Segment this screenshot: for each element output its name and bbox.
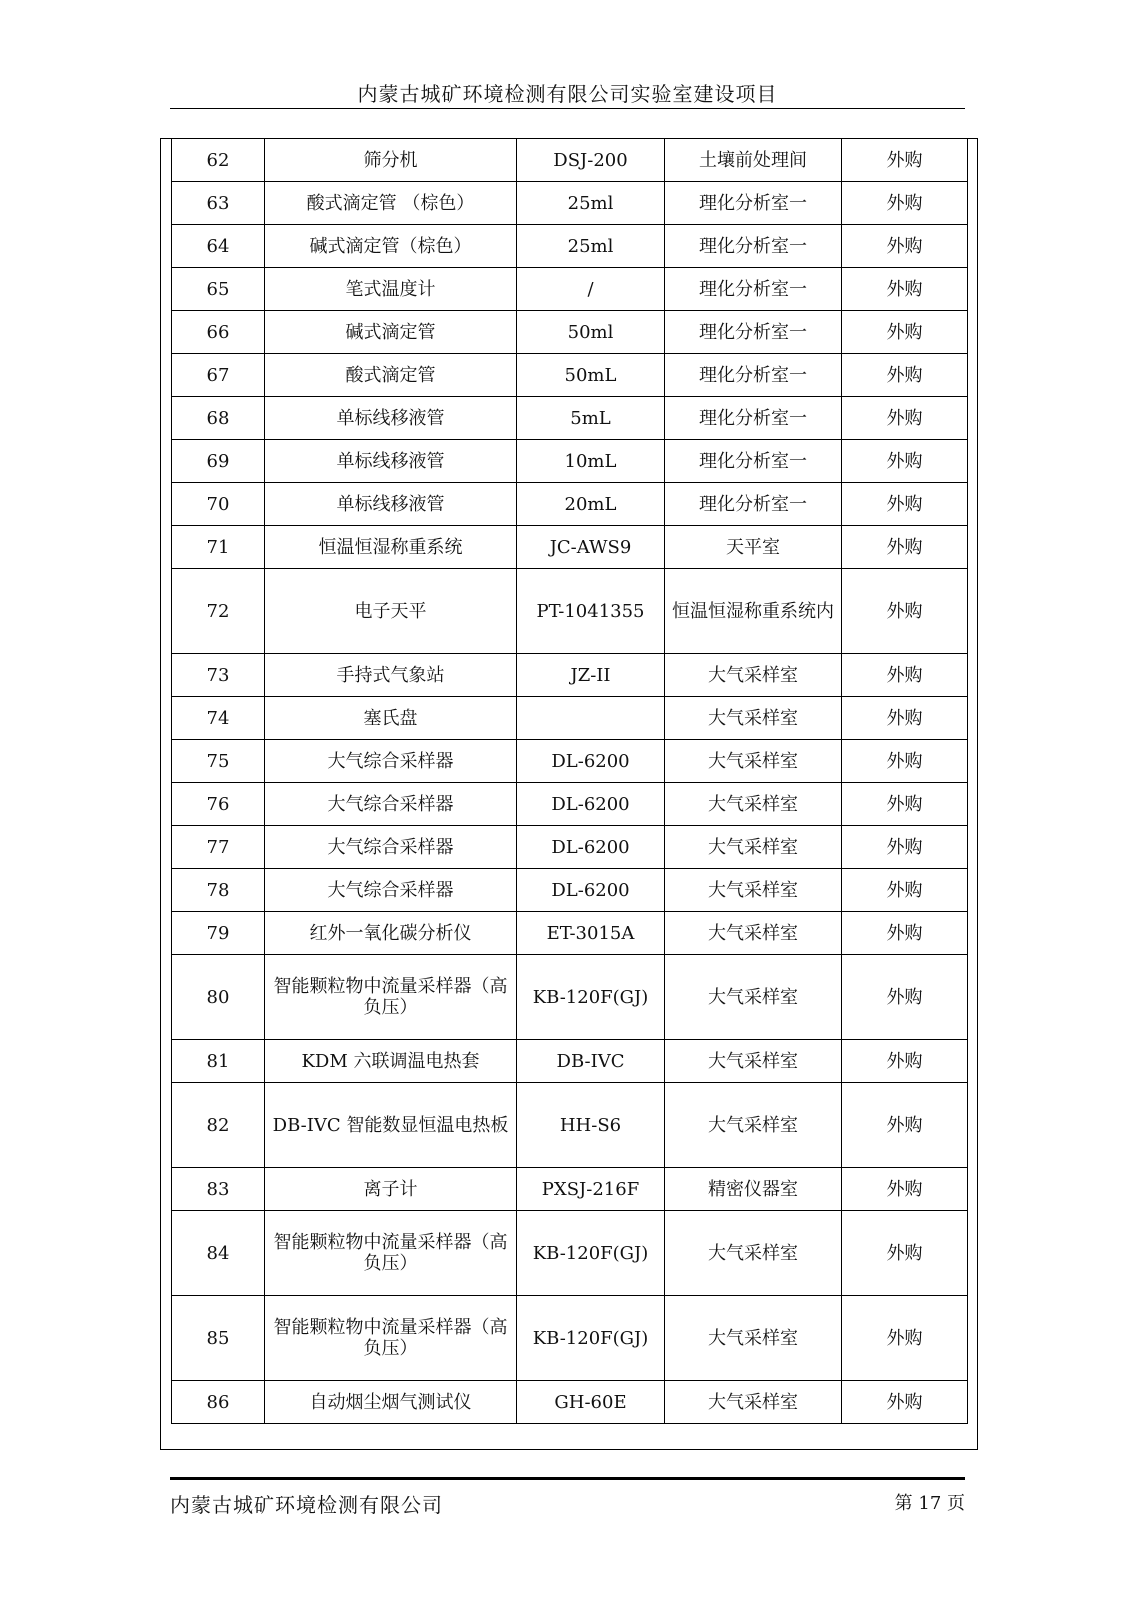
table-row (172, 1211, 968, 1296)
cell-location: 理化分析室一 (665, 440, 842, 483)
equipment-table-body (172, 139, 968, 1424)
cell-equipment-name: 智能颗粒物中流量采样器（高负压） (265, 955, 517, 1040)
cell-equipment-name: 离子计 (265, 1168, 517, 1211)
cell-source: 外购 (842, 440, 968, 483)
cell-location: 土壤前处理间 (665, 139, 842, 182)
table-row (172, 483, 968, 526)
cell-location: 大气采样室 (665, 1296, 842, 1381)
cell-model: DL-6200 (517, 869, 665, 912)
table-row (172, 654, 968, 697)
cell-location: 大气采样室 (665, 1040, 842, 1083)
cell-source: 外购 (842, 311, 968, 354)
cell-location: 大气采样室 (665, 1381, 842, 1424)
cell-source: 外购 (842, 526, 968, 569)
table-row (172, 225, 968, 268)
table-row (172, 397, 968, 440)
cell-location: 恒温恒湿称重系统内 (665, 569, 842, 654)
table-row (172, 182, 968, 225)
cell-number: 81 (172, 1040, 265, 1083)
cell-location: 大气采样室 (665, 955, 842, 1040)
cell-number: 70 (172, 483, 265, 526)
cell-number: 76 (172, 783, 265, 826)
table-row (172, 912, 968, 955)
cell-number: 65 (172, 268, 265, 311)
cell-model: 50ml (517, 311, 665, 354)
cell-equipment-name: 笔式温度计 (265, 268, 517, 311)
cell-model: ET-3015A (517, 912, 665, 955)
cell-location: 大气采样室 (665, 912, 842, 955)
cell-source: 外购 (842, 483, 968, 526)
cell-location: 大气采样室 (665, 654, 842, 697)
cell-source: 外购 (842, 697, 968, 740)
cell-equipment-name: 自动烟尘烟气测试仪 (265, 1381, 517, 1424)
table-row (172, 783, 968, 826)
cell-number: 79 (172, 912, 265, 955)
cell-number: 68 (172, 397, 265, 440)
cell-equipment-name: 大气综合采样器 (265, 783, 517, 826)
cell-equipment-name: 红外一氧化碳分析仪 (265, 912, 517, 955)
cell-number: 85 (172, 1296, 265, 1381)
cell-location: 大气采样室 (665, 697, 842, 740)
cell-location: 理化分析室一 (665, 483, 842, 526)
cell-source: 外购 (842, 182, 968, 225)
cell-source: 外购 (842, 912, 968, 955)
cell-location: 大气采样室 (665, 783, 842, 826)
cell-equipment-name: 大气综合采样器 (265, 740, 517, 783)
cell-source: 外购 (842, 268, 968, 311)
cell-location: 天平室 (665, 526, 842, 569)
cell-source: 外购 (842, 225, 968, 268)
cell-model: PT-1041355 (517, 569, 665, 654)
cell-location: 大气采样室 (665, 1211, 842, 1296)
cell-equipment-name: 单标线移液管 (265, 397, 517, 440)
cell-source: 外购 (842, 783, 968, 826)
cell-location: 精密仪器室 (665, 1168, 842, 1211)
cell-source: 外购 (842, 654, 968, 697)
cell-location: 理化分析室一 (665, 311, 842, 354)
footer-company: 内蒙古城矿环境检测有限公司 (170, 1493, 443, 1517)
table-row (172, 268, 968, 311)
cell-source: 外购 (842, 569, 968, 654)
cell-equipment-name: 酸式滴定管 (265, 354, 517, 397)
cell-model: PXSJ-216F (517, 1168, 665, 1211)
footer-divider (170, 1477, 965, 1480)
table-row (172, 869, 968, 912)
cell-model: DL-6200 (517, 783, 665, 826)
cell-model: 20mL (517, 483, 665, 526)
cell-equipment-name: 筛分机 (265, 139, 517, 182)
cell-number: 83 (172, 1168, 265, 1211)
cell-source: 外购 (842, 1296, 968, 1381)
page-number: 第 17 页 (894, 1493, 965, 1514)
table-row (172, 526, 968, 569)
cell-equipment-name: 智能颗粒物中流量采样器（高负压） (265, 1211, 517, 1296)
cell-number: 77 (172, 826, 265, 869)
table-row (172, 1296, 968, 1381)
cell-location: 理化分析室一 (665, 225, 842, 268)
cell-equipment-name: 智能颗粒物中流量采样器（高负压） (265, 1296, 517, 1381)
cell-number: 86 (172, 1381, 265, 1424)
cell-model: HH-S6 (517, 1083, 665, 1168)
table-row (172, 1040, 968, 1083)
page-header-title: 内蒙古城矿环境检测有限公司实验室建设项目 (357, 82, 778, 106)
cell-location: 理化分析室一 (665, 354, 842, 397)
cell-equipment-name: 碱式滴定管 (265, 311, 517, 354)
cell-model: DB-IVC (517, 1040, 665, 1083)
cell-model: GH-60E (517, 1381, 665, 1424)
table-row (172, 826, 968, 869)
cell-equipment-name: 单标线移液管 (265, 440, 517, 483)
cell-source: 外购 (842, 139, 968, 182)
cell-number: 78 (172, 869, 265, 912)
cell-location: 大气采样室 (665, 740, 842, 783)
cell-location: 理化分析室一 (665, 397, 842, 440)
cell-model: DL-6200 (517, 826, 665, 869)
cell-number: 74 (172, 697, 265, 740)
cell-equipment-name: 单标线移液管 (265, 483, 517, 526)
cell-equipment-name: 酸式滴定管 （棕色） (265, 182, 517, 225)
table-row (172, 740, 968, 783)
cell-number: 73 (172, 654, 265, 697)
cell-source: 外购 (842, 869, 968, 912)
cell-source: 外购 (842, 1211, 968, 1296)
cell-number: 63 (172, 182, 265, 225)
table-row (172, 697, 968, 740)
cell-source: 外购 (842, 955, 968, 1040)
cell-source: 外购 (842, 826, 968, 869)
cell-equipment-name: 手持式气象站 (265, 654, 517, 697)
cell-source: 外购 (842, 1040, 968, 1083)
cell-equipment-name: 恒温恒湿称重系统 (265, 526, 517, 569)
cell-model: KB-120F(GJ) (517, 1296, 665, 1381)
cell-location: 大气采样室 (665, 869, 842, 912)
cell-equipment-name: 碱式滴定管（棕色） (265, 225, 517, 268)
cell-equipment-name: DB-IVC 智能数显恒温电热板 (265, 1083, 517, 1168)
cell-location: 理化分析室一 (665, 268, 842, 311)
cell-number: 82 (172, 1083, 265, 1168)
cell-number: 72 (172, 569, 265, 654)
cell-source: 外购 (842, 1083, 968, 1168)
table-row (172, 1168, 968, 1211)
table-row (172, 1083, 968, 1168)
cell-model: 5mL (517, 397, 665, 440)
cell-model (517, 697, 665, 740)
cell-model: 25ml (517, 225, 665, 268)
cell-number: 62 (172, 139, 265, 182)
cell-source: 外购 (842, 1381, 968, 1424)
equipment-table (171, 138, 968, 1424)
cell-model: KB-120F(GJ) (517, 955, 665, 1040)
cell-model: JC-AWS9 (517, 526, 665, 569)
cell-source: 外购 (842, 397, 968, 440)
table-row (172, 569, 968, 654)
cell-model: 50mL (517, 354, 665, 397)
cell-location: 大气采样室 (665, 1083, 842, 1168)
cell-equipment-name: 大气综合采样器 (265, 869, 517, 912)
cell-number: 71 (172, 526, 265, 569)
header-divider (170, 108, 965, 109)
cell-source: 外购 (842, 1168, 968, 1211)
cell-equipment-name: 电子天平 (265, 569, 517, 654)
cell-model: / (517, 268, 665, 311)
cell-equipment-name: 塞氏盘 (265, 697, 517, 740)
cell-number: 67 (172, 354, 265, 397)
cell-source: 外购 (842, 740, 968, 783)
cell-location: 理化分析室一 (665, 182, 842, 225)
table-row (172, 311, 968, 354)
cell-source: 外购 (842, 354, 968, 397)
cell-model: 10mL (517, 440, 665, 483)
cell-number: 64 (172, 225, 265, 268)
table-row (172, 139, 968, 182)
cell-model: JZ-II (517, 654, 665, 697)
cell-model: KB-120F(GJ) (517, 1211, 665, 1296)
cell-location: 大气采样室 (665, 826, 842, 869)
cell-number: 80 (172, 955, 265, 1040)
cell-number: 69 (172, 440, 265, 483)
table-row (172, 440, 968, 483)
table-row (172, 354, 968, 397)
cell-equipment-name: 大气综合采样器 (265, 826, 517, 869)
cell-model: 25ml (517, 182, 665, 225)
table-row (172, 955, 968, 1040)
cell-number: 84 (172, 1211, 265, 1296)
cell-number: 75 (172, 740, 265, 783)
cell-equipment-name: KDM 六联调温电热套 (265, 1040, 517, 1083)
cell-number: 66 (172, 311, 265, 354)
cell-model: DSJ-200 (517, 139, 665, 182)
table-row (172, 1381, 968, 1424)
cell-model: DL-6200 (517, 740, 665, 783)
